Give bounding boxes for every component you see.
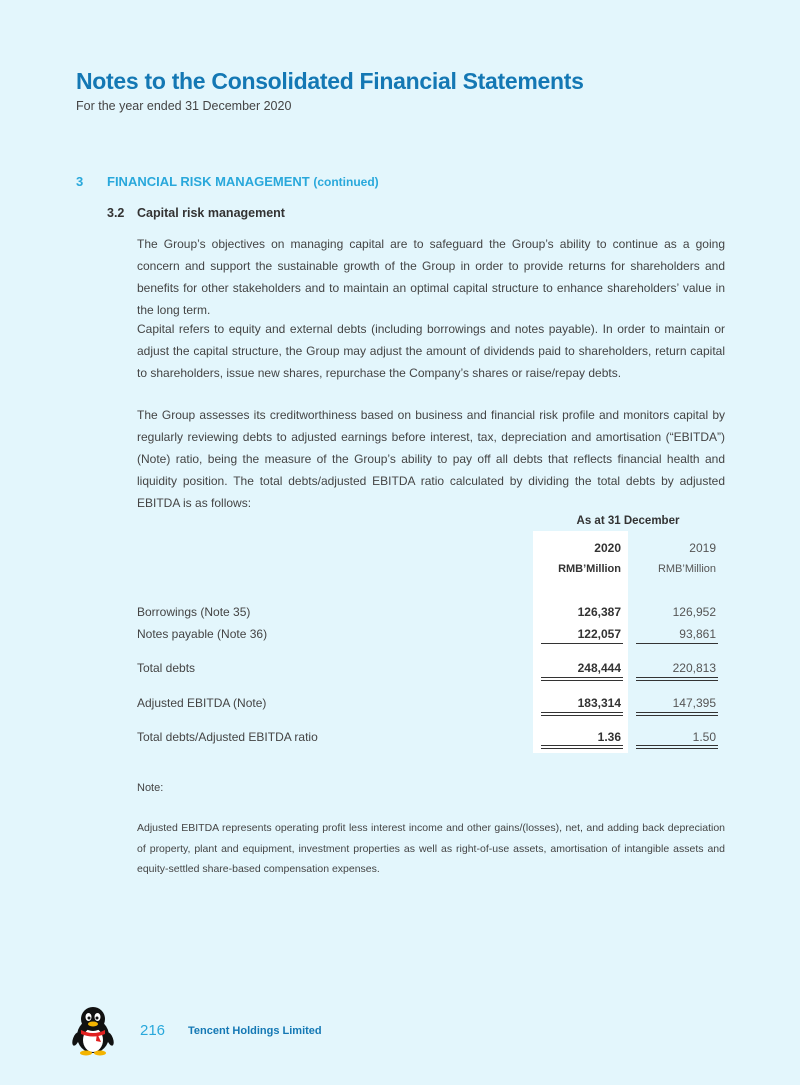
row-label-ratio: Total debts/Adjusted EBITDA ratio — [137, 730, 318, 744]
section-number: 3 — [76, 174, 84, 189]
cell-borrowings-2020: 126,387 — [577, 605, 621, 619]
section-title-text: FINANCIAL RISK MANAGEMENT — [107, 174, 310, 189]
total-rule-2020-a — [541, 677, 623, 678]
cell-adjusted-ebitda-2020: 183,314 — [577, 696, 621, 710]
cell-ratio-2020: 1.36 — [597, 730, 621, 744]
total-rule-2020-b — [541, 680, 623, 681]
penguin-logo-icon — [72, 1006, 114, 1056]
column-unit-2019: RMB’Million — [657, 563, 716, 575]
note-label: Note: — [137, 782, 164, 794]
company-name: Tencent Holdings Limited — [188, 1025, 322, 1037]
row-label-borrowings: Borrowings (Note 35) — [137, 605, 251, 619]
column-unit-2020: RMB’Million — [558, 563, 621, 575]
total-rule-2019-a — [636, 677, 718, 678]
cell-ratio-2019: 1.50 — [692, 730, 716, 744]
section-title — [107, 174, 379, 189]
total-rule-2019-b — [636, 680, 718, 681]
subsection-number: 3.2 — [107, 206, 125, 220]
cell-borrowings-2019: 126,952 — [672, 605, 716, 619]
page-title: Notes to the Consolidated Financial Statements — [76, 68, 584, 94]
page-subtitle: For the year ended 31 December 2020 — [76, 99, 292, 113]
ratio-rule-2020-a — [541, 745, 623, 746]
cell-notes-payable-2019: 93,861 — [679, 627, 716, 641]
subtotal-rule-2020 — [541, 643, 623, 644]
table-period-header: As at 31 December — [576, 515, 680, 527]
page-number: 216 — [140, 1022, 166, 1039]
cell-notes-payable-2020: 122,057 — [577, 627, 621, 641]
ebitda-rule-2020-a — [541, 712, 623, 713]
paragraph-objectives: The Group’s objectives on managing capital are to safeguard the Group’s ability to continue as a going concern and support the sustainable growth of the Group in order to provide returns for shareholders and benefits for other stakeholders and to maintain an optimal capital structure to enhance shareholders’ value in the long term. — [137, 237, 725, 317]
ebitda-rule-2019-a — [636, 712, 718, 713]
note-text: Adjusted EBITDA represents operating profit less interest income and other gains/(losses), net, and adding back depreciation of property, plant and equipment, investment properties as well as right-of-use assets, amortisation of intangible assets and equity-settled share-based compensation expenses. — [137, 822, 725, 875]
paragraph-creditworthiness: The Group assesses its creditworthiness based on business and financial risk profile and monitors capital by regularly reviewing debts to adjusted earnings before interest, tax, depreciation and amortisation (“EBITDA”) (Note) ratio, being the measure of the Group’s ability to pay off all debts that reflects financial health and liquidity position. The total debts/adjusted EBITDA ratio calculated by dividing the total debts by adjusted EBITDA is as follows: — [137, 408, 725, 510]
subsection-title: Capital risk management — [137, 206, 285, 220]
paragraph-capital: Capital refers to equity and external debts (including borrowings and notes payable). In order to maintain or adjust the capital structure, the Group may adjust the amount of dividends paid to shareholders, return capital to shareholders, issue new shares, repurchase the Company’s shares or raise/repay debts. — [137, 322, 725, 380]
ratio-rule-2019-b — [636, 748, 718, 749]
column-header-2020: 2020 — [594, 541, 621, 555]
row-label-notes-payable: Notes payable (Note 36) — [137, 627, 268, 641]
cell-total-debts-2019: 220,813 — [672, 661, 716, 675]
section-continued: (continued) — [313, 175, 379, 189]
cell-total-debts-2020: 248,444 — [577, 661, 621, 675]
row-label-adjusted-ebitda: Adjusted EBITDA (Note) — [137, 696, 267, 710]
cell-adjusted-ebitda-2019: 147,395 — [672, 696, 716, 710]
ratio-rule-2019-a — [636, 745, 718, 746]
ratio-rule-2020-b — [541, 748, 623, 749]
row-label-total-debts: Total debts — [137, 661, 196, 675]
column-header-2019: 2019 — [689, 541, 716, 555]
subtotal-rule-2019 — [636, 643, 718, 644]
ebitda-rule-2020-b — [541, 715, 623, 716]
ebitda-rule-2019-b — [636, 715, 718, 716]
